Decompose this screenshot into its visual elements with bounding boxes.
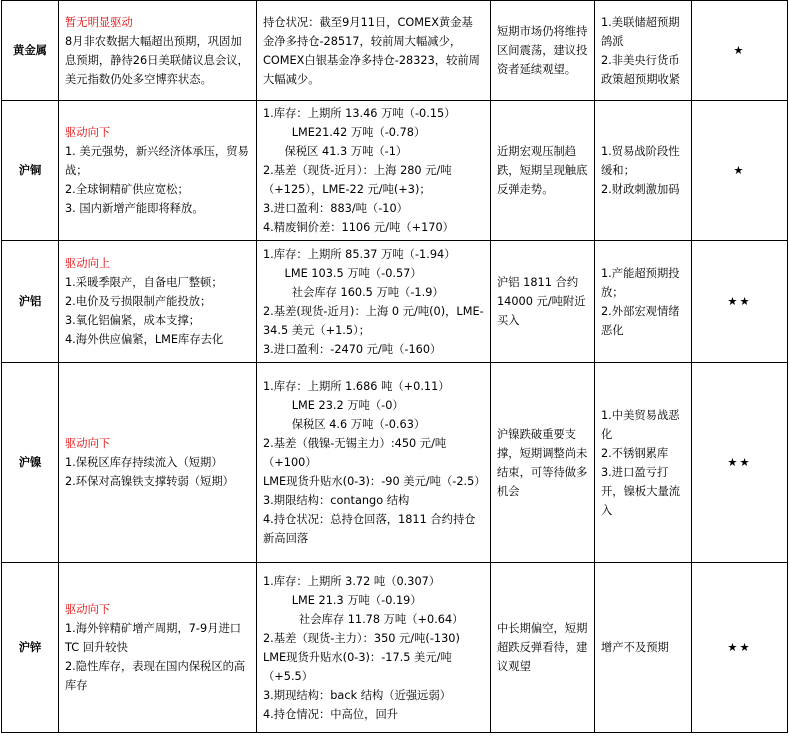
risk-cell	[595, 101, 692, 241]
driver-title: 驱动向下	[65, 126, 111, 139]
data-cell	[257, 241, 491, 363]
data_lines-line: 1.库存：上期所 3.72 吨（0.307）	[263, 574, 441, 588]
commodity-name: 沪镍	[2, 363, 59, 563]
risk-cell	[595, 1, 692, 101]
risk-cell	[595, 363, 692, 563]
data_lines-line: 持仓状况：截至9月11日，COMEX黄金基金净多持仓-28517，较前周大幅减少，COMEX白银基金净多持仓-28323，较前周大幅减少。	[263, 15, 480, 86]
data_lines-line: 2.基差（现货-主力）：350 元/吨(-130)	[263, 631, 460, 645]
data_lines-line: 保税区 4.6 万吨（-0.63）	[263, 418, 426, 431]
risks-line: 增产不及预期	[601, 641, 669, 654]
data_lines-line: LME 21.3 万吨（-0.19）	[263, 593, 422, 607]
risks-line: 2.外部宏观情绪恶化	[601, 304, 680, 337]
drivers-line: 8月非农数据大幅超出预期，巩固加息预期，静待26日美联储议息会议，美元指数仍处多空博弈状态。	[65, 34, 249, 86]
drivers-line: 4.海外供应偏紧，LME库存去化	[65, 333, 224, 346]
risks-line: 1.产能超预期投放；	[601, 266, 680, 299]
risk-cell	[595, 241, 692, 363]
driver-cell	[59, 241, 257, 363]
driver-cell	[59, 563, 257, 733]
drivers-line: 3.氧化铝偏紧，成本支撑；	[65, 314, 201, 327]
risk-cell	[595, 563, 692, 733]
view-cell: 近期宏观压制趋跌，短期呈现触底反弹走势。	[491, 101, 595, 241]
risks-line: 2.财政刺激加码	[601, 183, 680, 196]
risks-line: 3.进口盈亏打开，镍板大量流入	[601, 465, 681, 517]
view-cell: 沪铝 1811 合约 14000 元/吨附近买入	[491, 241, 595, 363]
data_lines-line: LME现货升贴水(0-3)：-90 美元/吨（-2.5）	[263, 475, 486, 488]
drivers-line: 1.海外锌精矿增产周期，7-9月进口 TC 回升较快	[65, 622, 245, 654]
table-row	[2, 363, 788, 563]
driver-cell	[59, 101, 257, 241]
rating-stars: ★	[692, 101, 788, 241]
data-cell	[257, 363, 491, 563]
commodity-name: 沪铜	[2, 101, 59, 241]
data_lines-line: 3.期现结构：back 结构（近强远弱）	[263, 688, 452, 702]
risks-line: 2.非美央行货币政策超预期收紧	[601, 53, 681, 86]
rating-stars: ★	[692, 1, 788, 101]
drivers-line: 2.电价及亏损限制产能投放；	[65, 295, 212, 308]
data_lines-line: 2.基差（俄镍-无锡主力）:450 元/吨（+100）	[263, 437, 447, 469]
data_lines-line: 4.持仓状况：总持仓回落，1811 合约持仓新高回落	[263, 513, 476, 545]
data_lines-line: 1.库存：上期所 1.686 吨（+0.11）	[263, 380, 450, 393]
data_lines-line: 3.进口盈利：883/吨（-10）	[263, 202, 408, 215]
data_lines-line: 4.精废铜价差：1106 元/吨（+170）	[263, 221, 454, 234]
drivers-line: 3. 国内新增产能即将释放。	[65, 202, 204, 215]
data_lines-line: LME现货升贴水(0-3)：-17.5 美元/吨（+5.5）	[263, 650, 452, 683]
commodity-table	[1, 0, 788, 733]
rating-stars: ★★	[692, 241, 788, 363]
data-cell	[257, 1, 491, 101]
commodity-name: 沪锌	[2, 563, 59, 733]
data_lines-line: 社会库存 11.78 万吨（+0.64）	[263, 612, 464, 626]
data-cell	[257, 563, 491, 733]
table-row	[2, 563, 788, 733]
drivers-line: 2.隐性库存，表现在国内保税区的高库存	[65, 660, 246, 692]
data_lines-line: LME 23.2 万吨（-0）	[263, 399, 404, 412]
drivers-line: 1.保税区库存持续流入（短期）	[65, 456, 223, 469]
commodity-name: 黄金属	[2, 1, 59, 101]
table-row	[2, 101, 788, 241]
risks-line: 1.贸易战阶段性缓和；	[601, 145, 680, 177]
table-row	[2, 1, 788, 101]
rating-stars: ★★	[692, 363, 788, 563]
risks-line: 1.中美贸易战恶化	[601, 408, 680, 441]
data-cell	[257, 101, 491, 241]
view-cell: 短期市场仍将维持区间震荡，建议投资者延续观望。	[491, 1, 595, 101]
rating-stars: ★★	[692, 563, 788, 733]
driver-cell	[59, 363, 257, 563]
data_lines-line: 3.进口盈利：-2470 元/吨（-160）	[263, 342, 442, 356]
risks-line: 1.美联储超预期鸽派	[601, 15, 680, 48]
risks-line: 2.不锈钢累库	[601, 446, 669, 460]
data_lines-line: 3.期限结构：contango 结构	[263, 494, 410, 507]
driver-title: 驱动向下	[65, 603, 111, 616]
driver-title: 驱动向下	[65, 437, 111, 450]
driver-title: 暂无明显驱动	[65, 15, 133, 29]
data_lines-line: 2.基差（现货-近月）：上海 280 元/吨（+125），LME-22 元/吨(+3)；	[263, 164, 452, 196]
commodity-table-body	[2, 1, 788, 733]
table-row	[2, 241, 788, 363]
data_lines-line: 保税区 41.3 万吨（-1）	[263, 145, 408, 158]
view-cell: 中长期偏空，短期超跌反弹看待，建议观望	[491, 563, 595, 733]
data_lines-line: 4.持仓情况：中高位，回升	[263, 707, 399, 721]
view-cell: 沪镍跌破重要支撑，短期调整尚未结束，可等待做多机会	[491, 363, 595, 563]
drivers-line: 1. 美元强势，新兴经济体承压，贸易战；	[65, 145, 249, 177]
drivers-line: 1.采暖季限产，自备电厂整顿；	[65, 276, 223, 289]
data_lines-line: 1.库存：上期所 13.46 万吨（-0.15）	[263, 107, 456, 120]
data_lines-line: 2.基差(现货-近月)：上海 0 元/吨(0)，LME-34.5 美元（+1.5）；	[263, 304, 484, 337]
data_lines-line: 1.库存：上期所 85.37 万吨（-1.94）	[263, 247, 456, 261]
data_lines-line: LME 103.5 万吨（-0.57）	[263, 266, 422, 280]
drivers-line: 2.全球铜精矿供应宽松；	[65, 183, 189, 196]
drivers-line: 2.环保对高镍铁支撑转弱（短期）	[65, 475, 234, 488]
driver-cell	[59, 1, 257, 101]
commodity-name: 沪铝	[2, 241, 59, 363]
data_lines-line: LME21.42 万吨（-0.78）	[263, 126, 426, 139]
data_lines-line: 社会库存 160.5 万吨（-1.9）	[263, 285, 444, 299]
driver-title: 驱动向上	[65, 257, 111, 270]
